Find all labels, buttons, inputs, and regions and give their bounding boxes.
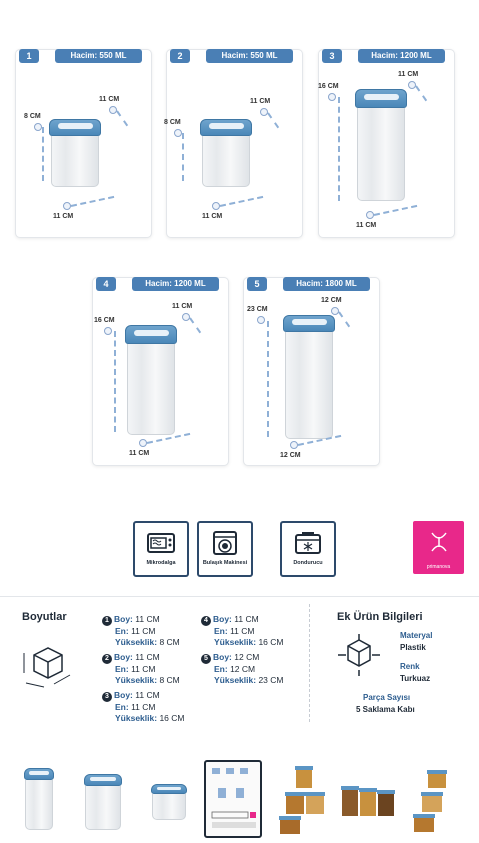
section-divider — [0, 596, 479, 597]
depth-label: 11 CM — [356, 222, 377, 229]
material-value: Plastik — [400, 643, 426, 652]
dimension-spec-2 — [102, 652, 180, 686]
en-label: En: — [214, 626, 228, 636]
spec-number-badge: 2 — [102, 654, 112, 664]
width-label: 11 CM — [172, 303, 193, 310]
depth-marker-icon — [63, 202, 71, 210]
en-label: En: — [214, 664, 228, 674]
piece-count-value: 5 Saklama Kabı — [356, 705, 415, 714]
container-jar — [200, 119, 252, 187]
volume-badge: Hacim: 1800 ML — [283, 277, 370, 291]
width-marker-icon — [260, 108, 268, 116]
boy-value: 12 CM — [234, 652, 260, 662]
boy-label: Boy: — [114, 614, 133, 624]
height-label: 8 CM — [24, 113, 41, 120]
brand-label: primanova — [426, 564, 451, 570]
depth-label: 11 CM — [53, 213, 74, 220]
thumbnail-info-sheet[interactable] — [204, 760, 262, 838]
usage-dishwasher — [197, 521, 253, 577]
width-marker-icon — [182, 313, 190, 321]
yukseklik-value: 16 CM — [258, 637, 284, 647]
arrows-cube-icon — [334, 632, 384, 678]
freezer-icon — [294, 531, 322, 555]
height-guide — [182, 133, 184, 181]
en-label: En: — [115, 664, 129, 674]
depth-marker-icon — [290, 441, 298, 449]
jars-tower-icon — [406, 760, 466, 838]
volume-badge: Hacim: 1200 ML — [132, 277, 219, 291]
dishwasher-icon — [211, 531, 239, 555]
en-value: 12 CM — [230, 664, 256, 674]
height-marker-icon — [174, 129, 182, 137]
volume-badge: Hacim: 1200 ML — [358, 49, 445, 63]
height-marker-icon — [104, 327, 112, 335]
thumbnail-jars-row[interactable] — [338, 760, 400, 838]
width-label: 11 CM — [250, 98, 271, 105]
spec-number-badge: 1 — [102, 616, 112, 626]
boy-value: 11 CM — [135, 652, 160, 662]
en-label: En: — [115, 702, 129, 712]
product-number-badge: 4 — [96, 277, 116, 291]
en-value: 11 CM — [230, 626, 255, 636]
thumbnail-jar-medium[interactable] — [78, 760, 134, 838]
height-guide — [338, 97, 340, 201]
yukseklik-value: 23 CM — [258, 675, 284, 685]
container-jar — [49, 119, 101, 187]
thumbnail-jar-tall[interactable] — [16, 760, 72, 838]
extra-info-title: Ek Ürün Bilgileri — [337, 611, 423, 623]
depth-label: 11 CM — [202, 213, 223, 220]
boy-value: 11 CM — [135, 690, 160, 700]
en-label: En: — [115, 626, 129, 636]
depth-label: 12 CM — [280, 452, 301, 459]
dimension-spec-5 — [201, 652, 283, 686]
column-divider — [309, 604, 310, 722]
brand-logo — [413, 521, 464, 574]
dimension-spec-3 — [102, 690, 184, 724]
height-guide — [267, 321, 269, 437]
yukseklik-label: Yükseklik: — [115, 713, 158, 723]
height-label: 8 CM — [164, 119, 181, 126]
product-number-badge: 3 — [322, 49, 342, 63]
width-label: 12 CM — [321, 297, 342, 304]
yukseklik-label: Yükseklik: — [115, 637, 158, 647]
info-sheet-icon — [206, 762, 260, 836]
width-marker-icon — [331, 307, 339, 315]
height-label: 23 CM — [247, 306, 268, 313]
product-number-badge: 2 — [170, 49, 190, 63]
volume-badge: Hacim: 550 ML — [55, 49, 142, 63]
height-guide — [114, 331, 116, 432]
width-marker-icon — [109, 106, 117, 114]
width-label: 11 CM — [99, 96, 120, 103]
depth-marker-icon — [366, 211, 374, 219]
depth-label: 11 CM — [129, 450, 150, 457]
height-guide — [42, 127, 44, 181]
yukseklik-value: 16 CM — [159, 713, 185, 723]
width-marker-icon — [408, 81, 416, 89]
yukseklik-label: Yükseklik: — [214, 675, 257, 685]
container-jar — [125, 325, 177, 435]
boy-label: Boy: — [213, 652, 232, 662]
stacked-jars-icon — [274, 760, 334, 838]
en-value: 11 CM — [131, 626, 156, 636]
yukseklik-label: Yükseklik: — [115, 675, 158, 685]
dimension-spec-4 — [201, 614, 283, 648]
boy-label: Boy: — [114, 652, 133, 662]
width-label: 11 CM — [398, 71, 419, 78]
container-jar — [355, 89, 407, 201]
depth-marker-icon — [139, 439, 147, 447]
usage-label: Dondurucu — [293, 560, 323, 566]
product-number-badge: 1 — [19, 49, 39, 63]
yukseklik-value: 8 CM — [159, 637, 180, 647]
en-value: 11 CM — [131, 702, 156, 712]
usage-microwave — [133, 521, 189, 577]
thumbnail-jars-stacked[interactable] — [274, 760, 334, 838]
thumbnail-jars-tower[interactable] — [406, 760, 466, 838]
boy-value: 11 CM — [135, 614, 160, 624]
usage-freezer — [280, 521, 336, 577]
height-label: 16 CM — [318, 83, 339, 90]
depth-marker-icon — [212, 202, 220, 210]
jars-row-icon — [338, 760, 400, 838]
usage-label: Mikrodalga — [146, 560, 176, 566]
box-dimensions-icon — [20, 643, 76, 689]
height-label: 16 CM — [94, 317, 115, 324]
yukseklik-value: 8 CM — [159, 675, 180, 685]
spec-number-badge: 3 — [102, 692, 112, 702]
piece-count-label: Parça Sayısı — [363, 693, 411, 702]
container-jar — [283, 315, 335, 439]
dimensions-title: Boyutlar — [22, 611, 67, 623]
spec-number-badge: 4 — [201, 616, 211, 626]
microwave-icon — [147, 531, 175, 555]
dimension-spec-1 — [102, 614, 180, 648]
en-value: 11 CM — [131, 664, 156, 674]
height-marker-icon — [257, 316, 265, 324]
thumbnail-jar-small[interactable] — [143, 760, 199, 838]
height-marker-icon — [34, 123, 42, 131]
material-label: Materyal — [400, 631, 433, 640]
yukseklik-label: Yükseklik: — [214, 637, 257, 647]
volume-badge: Hacim: 550 ML — [206, 49, 293, 63]
brand-mark-icon — [424, 527, 454, 557]
color-label: Renk — [400, 662, 420, 671]
spec-number-badge: 5 — [201, 654, 211, 664]
boy-value: 11 CM — [234, 614, 259, 624]
product-number-badge: 5 — [247, 277, 267, 291]
usage-label: Bulaşık Makinesi — [202, 560, 248, 566]
height-marker-icon — [328, 93, 336, 101]
color-value: Turkuaz — [400, 674, 431, 683]
boy-label: Boy: — [114, 690, 133, 700]
boy-label: Boy: — [213, 614, 232, 624]
